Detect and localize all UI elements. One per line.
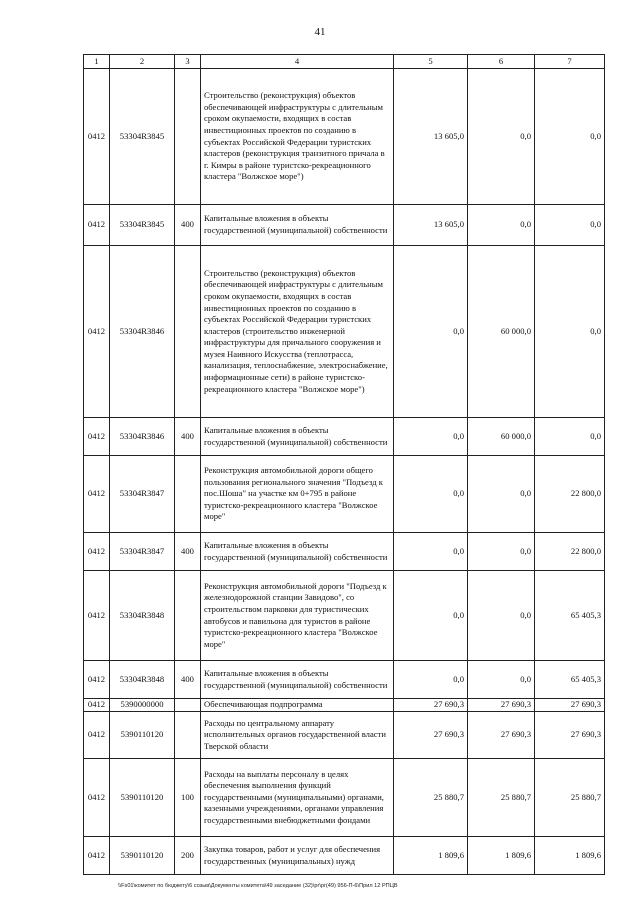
section-cell: 0412 — [84, 571, 110, 661]
header-cell: 6 — [468, 55, 535, 69]
section-cell: 0412 — [84, 699, 110, 712]
amount-col7-cell: 25 880,7 — [535, 759, 605, 837]
section-cell: 0412 — [84, 69, 110, 205]
table-row — [84, 418, 605, 456]
expense-kind-cell: 400 — [175, 205, 201, 246]
expense-kind-cell: 200 — [175, 837, 201, 875]
expense-kind-cell: 400 — [175, 533, 201, 571]
table-row — [84, 661, 605, 699]
target-code-cell: 5390110120 — [110, 837, 175, 875]
target-code-cell: 5390000000 — [110, 699, 175, 712]
table-row — [84, 571, 605, 661]
item-name-cell: Закупка товаров, работ и услуг для обеспечения государственных (муниципальных) нужд — [201, 837, 394, 875]
item-name-cell: Строительство (реконструкция) объектов обеспечивающей инфраструктуры с длительным сроком окупаемости, входящих в состав инвестиционных проектов по созданию в субъектах Российской Федерации туристских кластеров (реконструкция транзитного причала в г. Кимры в районе туристско-рекреационного кластера "Волжское море") — [201, 69, 394, 205]
target-code-cell: 53304R3847 — [110, 533, 175, 571]
page-number: 41 — [314, 26, 326, 38]
amount-col6-cell: 60 000,0 — [468, 246, 535, 418]
item-name-cell: Обеспечивающая подпрограмма — [201, 699, 394, 712]
section-cell: 0412 — [84, 418, 110, 456]
expense-kind-cell — [175, 456, 201, 533]
target-code-cell: 53304R3845 — [110, 205, 175, 246]
item-name-cell: Реконструкция автомобильной дороги общего пользования регионального значения "Подъезд к пос.Шоша" на участке км 0+795 в районе туристско-рекреационного кластера "Волжское море" — [201, 456, 394, 533]
section-cell: 0412 — [84, 712, 110, 759]
amount-col7-cell: 0,0 — [535, 205, 605, 246]
amount-col5-cell: 0,0 — [394, 533, 468, 571]
expense-kind-cell — [175, 571, 201, 661]
amount-col5-cell: 0,0 — [394, 456, 468, 533]
target-code-cell: 53304R3848 — [110, 571, 175, 661]
amount-col5-cell: 1 809,6 — [394, 837, 468, 875]
amount-col5-cell: 13 605,0 — [394, 205, 468, 246]
target-code-cell: 53304R3847 — [110, 456, 175, 533]
header-cell: 7 — [535, 55, 605, 69]
amount-col6-cell: 0,0 — [468, 571, 535, 661]
expense-kind-cell — [175, 699, 201, 712]
expense-kind-cell: 100 — [175, 759, 201, 837]
target-code-cell: 53304R3846 — [110, 418, 175, 456]
table-row — [84, 456, 605, 533]
header-cell: 2 — [110, 55, 175, 69]
amount-col6-cell: 27 690,3 — [468, 699, 535, 712]
amount-col7-cell: 1 809,6 — [535, 837, 605, 875]
amount-col5-cell: 27 690,3 — [394, 699, 468, 712]
amount-col7-cell: 0,0 — [535, 246, 605, 418]
table-row — [84, 759, 605, 837]
amount-col6-cell: 27 690,3 — [468, 712, 535, 759]
table-row — [84, 699, 605, 712]
item-name-cell: Строительство (реконструкция) объектов обеспечивающей инфраструктуры с длительным сроком окупаемости, входящих в состав инвестиционных проектов по созданию в субъектах Российской Федерации туристских кластеров (строительство инженерной инфраструктуры для причального сооружения и музея Наивного Искусства (теплотрасса, канализация, теплоснабжение, электроснабжение, информационные сети) в районе туристско-рекреационного кластера "Волжское море") — [201, 246, 394, 418]
file-path-footer: \\Fs01\комитет по бюджету\6 созыв\Документы комитета\49 заседание (32)\pr\pr(49) 956-П-6\Прил 12 РПЦВ — [118, 883, 398, 889]
amount-col6-cell: 0,0 — [468, 456, 535, 533]
item-name-cell: Капитальные вложения в объекты государственной (муниципальной) собственности — [201, 533, 394, 571]
section-cell: 0412 — [84, 456, 110, 533]
target-code-cell: 53304R3846 — [110, 246, 175, 418]
amount-col7-cell: 0,0 — [535, 418, 605, 456]
amount-col5-cell: 0,0 — [394, 418, 468, 456]
amount-col7-cell: 27 690,3 — [535, 712, 605, 759]
amount-col7-cell: 27 690,3 — [535, 699, 605, 712]
amount-col6-cell: 0,0 — [468, 661, 535, 699]
amount-col5-cell: 25 880,7 — [394, 759, 468, 837]
amount-col7-cell: 65 405,3 — [535, 661, 605, 699]
section-cell: 0412 — [84, 837, 110, 875]
expense-kind-cell — [175, 69, 201, 205]
item-name-cell: Капитальные вложения в объекты государственной (муниципальной) собственности — [201, 661, 394, 699]
amount-col6-cell: 60 000,0 — [468, 418, 535, 456]
item-name-cell: Расходы по центральному аппарату исполнительных органов государственной власти Тверской области — [201, 712, 394, 759]
expense-kind-cell: 400 — [175, 418, 201, 456]
item-name-cell: Капитальные вложения в объекты государственной (муниципальной) собственности — [201, 418, 394, 456]
target-code-cell: 5390110120 — [110, 759, 175, 837]
table-row — [84, 533, 605, 571]
amount-col6-cell: 0,0 — [468, 533, 535, 571]
amount-col6-cell: 25 880,7 — [468, 759, 535, 837]
section-cell: 0412 — [84, 246, 110, 418]
header-cell: 4 — [201, 55, 394, 69]
amount-col7-cell: 22 800,0 — [535, 533, 605, 571]
amount-col7-cell: 0,0 — [535, 69, 605, 205]
target-code-cell: 53304R3845 — [110, 69, 175, 205]
header-cell: 3 — [175, 55, 201, 69]
header-cell: 1 — [84, 55, 110, 69]
amount-col7-cell: 22 800,0 — [535, 456, 605, 533]
amount-col5-cell: 27 690,3 — [394, 712, 468, 759]
table-row — [84, 246, 605, 418]
item-name-cell: Реконструкция автомобильной дороги "Подъезд к железнодорожной станции Завидово", со строительством парковки для туристических автобусов и павильона для туристов в районе туристско-рекреационного кластера "Волжское море" — [201, 571, 394, 661]
amount-col6-cell: 1 809,6 — [468, 837, 535, 875]
table-header-row — [84, 55, 605, 69]
section-cell: 0412 — [84, 205, 110, 246]
section-cell: 0412 — [84, 533, 110, 571]
section-cell: 0412 — [84, 661, 110, 699]
table-row — [84, 205, 605, 246]
target-code-cell: 53304R3848 — [110, 661, 175, 699]
target-code-cell: 5390110120 — [110, 712, 175, 759]
table-row — [84, 837, 605, 875]
table-row — [84, 712, 605, 759]
table-row — [84, 69, 605, 205]
amount-col6-cell: 0,0 — [468, 69, 535, 205]
amount-col5-cell: 0,0 — [394, 246, 468, 418]
amount-col7-cell: 65 405,3 — [535, 571, 605, 661]
amount-col5-cell: 13 605,0 — [394, 69, 468, 205]
amount-col6-cell: 0,0 — [468, 205, 535, 246]
amount-col5-cell: 0,0 — [394, 571, 468, 661]
item-name-cell: Расходы на выплаты персоналу в целях обеспечения выполнения функций государственными (муниципальными) органами, казенными учреждениями, органами управления государственными внебюджетными фондами — [201, 759, 394, 837]
expense-kind-cell — [175, 246, 201, 418]
expense-kind-cell: 400 — [175, 661, 201, 699]
amount-col5-cell: 0,0 — [394, 661, 468, 699]
section-cell: 0412 — [84, 759, 110, 837]
expense-kind-cell — [175, 712, 201, 759]
budget-table — [83, 54, 605, 875]
header-cell: 5 — [394, 55, 468, 69]
item-name-cell: Капитальные вложения в объекты государственной (муниципальной) собственности — [201, 205, 394, 246]
